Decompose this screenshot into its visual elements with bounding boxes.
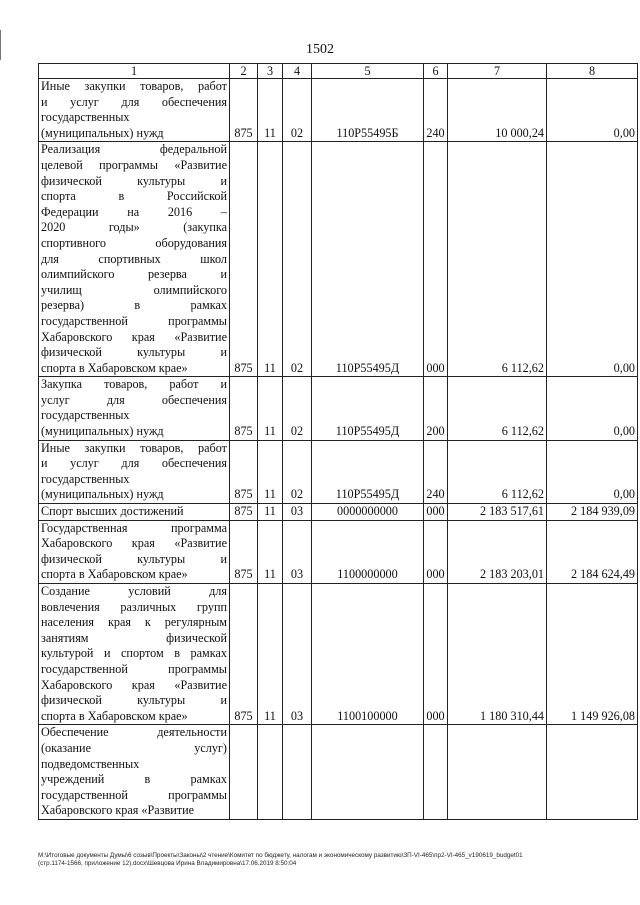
description-line: Создание условий для — [41, 584, 227, 598]
target-article-code: 1100000000 — [312, 520, 424, 583]
target-article-code — [312, 725, 424, 820]
footer-line-1: M:\Итоговые документы Думы\6 созыв\Проекты\Законы\2 чтение\Комитет по бюджету, налогам и экономическому развитию\ЗП-VI-465\пр2-VI-465_v190619_budget01 — [38, 852, 523, 859]
grbs-code: 875 — [230, 440, 258, 503]
row-description — [39, 725, 230, 820]
subsection-code: 03 — [283, 520, 312, 583]
grbs-code: 875 — [230, 584, 258, 725]
table-row — [39, 725, 638, 820]
amount-2021: 0,00 — [547, 440, 638, 503]
page-number: 1502 — [306, 42, 334, 57]
subsection-code: 02 — [283, 377, 312, 440]
grbs-code: 875 — [230, 504, 258, 521]
table-row — [39, 79, 638, 142]
expense-type-code — [424, 725, 448, 820]
description-line: и услуг для обеспечения — [41, 456, 227, 471]
description-line: Хабаровского края «Развитие — [41, 329, 227, 344]
grbs-code: 875 — [230, 142, 258, 377]
expense-type-code: 000 — [424, 584, 448, 725]
amount-2020: 1 180 310,44 — [448, 584, 547, 725]
description-line: государственной программы — [41, 313, 227, 328]
amount-2021: 0,00 — [547, 377, 638, 440]
section-code: 11 — [258, 584, 283, 725]
description-line: Закупка товаров, работ и — [41, 377, 227, 392]
description-line: Иные закупки товаров, работ — [41, 440, 227, 455]
amount-2020: 2 183 517,61 — [448, 504, 547, 521]
amount-2021: 1 149 926,08 — [547, 584, 638, 725]
file-path-footer — [38, 852, 618, 868]
description-line: училищ олимпийского — [41, 282, 227, 297]
description-line: населения края к регулярным — [41, 615, 227, 630]
table-row — [39, 520, 638, 583]
description-line: физической культуры и — [41, 345, 227, 360]
table-header-row — [39, 64, 638, 79]
description-line: государственных — [41, 110, 130, 125]
description-line: Хабаровского края «Развитие — [41, 803, 195, 818]
description-line: Федерации на 2016 – — [41, 204, 227, 219]
grbs-code: 875 — [230, 79, 258, 142]
grbs-code: 875 — [230, 520, 258, 583]
header-cell: 3 — [258, 64, 283, 79]
section-code: 11 — [258, 520, 283, 583]
amount-2020: 6 112,62 — [448, 440, 547, 503]
description-line: государственной программы — [41, 661, 227, 676]
target-article-code: 110P55495Д — [312, 440, 424, 503]
description-line: (муниципальных) нужд — [41, 424, 164, 439]
description-line: учреждений в рамках — [41, 772, 227, 787]
table-row — [39, 584, 638, 725]
description-line: услуг для обеспечения — [41, 392, 227, 407]
amount-2021 — [547, 725, 638, 820]
description-line: государственной программы — [41, 787, 227, 802]
row-description — [39, 504, 230, 521]
table-row — [39, 142, 638, 377]
description-line: государственных — [41, 471, 130, 486]
target-article-code: 110P55495Д — [312, 142, 424, 377]
expense-type-code: 000 — [424, 504, 448, 521]
subsection-code: 02 — [283, 142, 312, 377]
description-line: спортивного оборудования — [41, 235, 227, 250]
row-description — [39, 520, 230, 583]
expense-type-code: 200 — [424, 377, 448, 440]
section-code: 11 — [258, 377, 283, 440]
amount-2020: 6 112,62 — [448, 377, 547, 440]
description-line: занятиям физической — [41, 630, 227, 645]
description-line: 2020 годы» (закупка — [41, 220, 227, 235]
target-article-code: 110P55495Д — [312, 377, 424, 440]
description-line: резерва) в рамках — [41, 298, 227, 313]
subsection-code: 02 — [283, 79, 312, 142]
description-line: и услуг для обеспечения — [41, 94, 227, 109]
description-line: физической культуры и — [41, 551, 227, 566]
amount-2020: 2 183 203,01 — [448, 520, 547, 583]
description-line: спорта в Российской — [41, 189, 227, 204]
header-cell: 4 — [283, 64, 312, 79]
header-cell: 2 — [230, 64, 258, 79]
description-line: для спортивных школ — [41, 251, 227, 266]
target-article-code: 110P55495Б — [312, 79, 424, 142]
header-cell: 7 — [448, 64, 547, 79]
description-line: Спорт высших достижений — [41, 504, 184, 519]
section-code — [258, 725, 283, 820]
description-line: физической культуры и — [41, 693, 227, 708]
description-line: Иные закупки товаров, работ — [41, 79, 227, 93]
table-row — [39, 504, 638, 521]
amount-2020 — [448, 725, 547, 820]
amount-2020: 6 112,62 — [448, 142, 547, 377]
description-line: спорта в Хабаровском крае» — [41, 708, 188, 723]
description-line: (муниципальных) нужд — [41, 125, 164, 140]
amount-2020: 10 000,24 — [448, 79, 547, 142]
subsection-code: 02 — [283, 440, 312, 503]
expense-type-code: 000 — [424, 520, 448, 583]
row-description — [39, 142, 230, 377]
section-code: 11 — [258, 440, 283, 503]
grbs-code: 875 — [230, 377, 258, 440]
row-description — [39, 377, 230, 440]
description-line: государственных — [41, 408, 130, 423]
header-cell: 8 — [547, 64, 638, 79]
expense-type-code: 240 — [424, 79, 448, 142]
header-cell: 1 — [39, 64, 230, 79]
amount-2021: 0,00 — [547, 79, 638, 142]
header-cell: 5 — [312, 64, 424, 79]
target-article-code: 0000000000 — [312, 504, 424, 521]
table-row — [39, 377, 638, 440]
description-line: (оказание услуг) — [41, 740, 227, 755]
description-line: олимпийского резерва и — [41, 267, 227, 282]
description-line: культурой и спортом в рамках — [41, 646, 227, 661]
section-code: 11 — [258, 504, 283, 521]
description-line: (муниципальных) нужд — [41, 487, 164, 502]
footer-line-2: (стр.1174-1566, приложение 12).docx\Шевцова Ирина Владимировна\17.06.2019 8:50:04 — [38, 860, 297, 867]
row-description — [39, 584, 230, 725]
amount-2021: 2 184 939,09 — [547, 504, 638, 521]
amount-2021: 2 184 624,49 — [547, 520, 638, 583]
description-line: спорта в Хабаровском крае» — [41, 567, 188, 582]
row-description — [39, 79, 230, 142]
description-line: Хабаровского края «Развитие — [41, 677, 227, 692]
description-line: Обеспечение деятельности — [41, 725, 227, 740]
description-line: Реализация федеральной — [41, 142, 227, 157]
description-line: физической культуры и — [41, 173, 227, 188]
budget-table — [38, 63, 638, 820]
description-line: вовлечения различных групп — [41, 599, 227, 614]
section-code: 11 — [258, 79, 283, 142]
amount-2021: 0,00 — [547, 142, 638, 377]
section-code: 11 — [258, 142, 283, 377]
header-cell: 6 — [424, 64, 448, 79]
subsection-code: 03 — [283, 584, 312, 725]
description-line: Государственная программа — [41, 520, 227, 535]
subsection-code — [283, 725, 312, 820]
description-line: Хабаровского края «Развитие — [41, 536, 227, 551]
table-row — [39, 440, 638, 503]
target-article-code: 1100100000 — [312, 584, 424, 725]
subsection-code: 03 — [283, 504, 312, 521]
description-line: спорта в Хабаровском крае» — [41, 360, 188, 375]
grbs-code — [230, 725, 258, 820]
expense-type-code: 000 — [424, 142, 448, 377]
description-line: подведомственных — [41, 756, 140, 771]
row-description — [39, 440, 230, 503]
description-line: целевой программы «Развитие — [41, 157, 227, 172]
expense-type-code: 240 — [424, 440, 448, 503]
